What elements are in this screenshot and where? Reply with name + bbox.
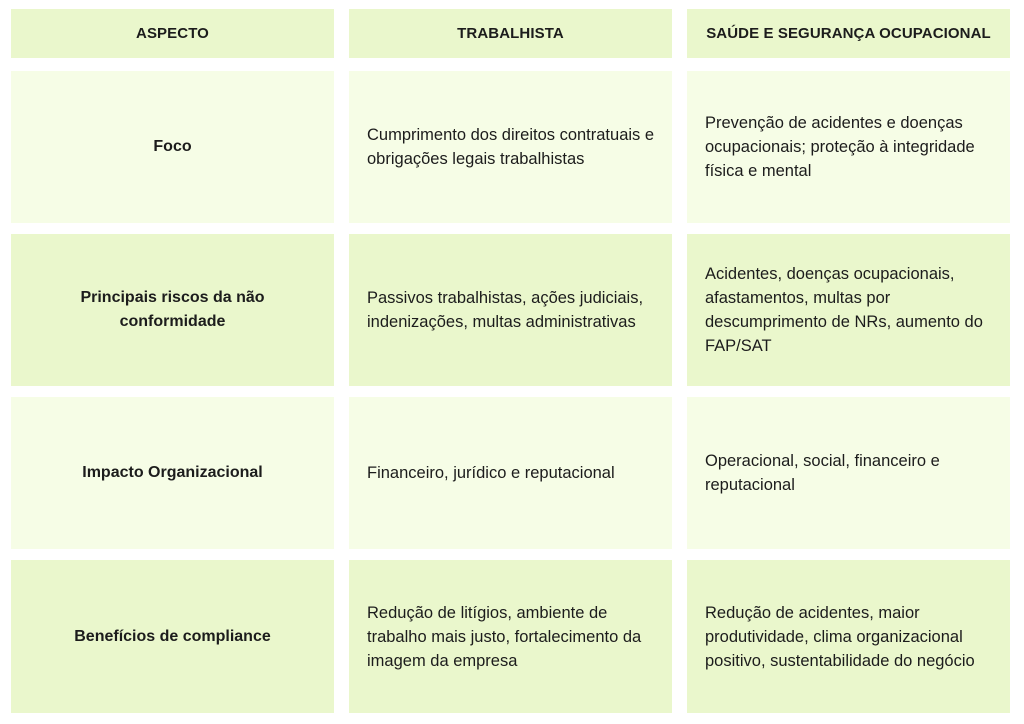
header-sso: [687, 9, 1010, 58]
aspect-label: Foco: [153, 138, 192, 155]
table-cell-sso: [687, 560, 1010, 713]
header-aspecto: [11, 9, 334, 58]
cell-text: Prevenção de acidentes e doenças ocupacionais; proteção à integridade física e mental: [705, 114, 975, 180]
table-cell-aspect: [11, 71, 334, 223]
table-cell-aspect: [11, 397, 334, 549]
aspect-label: Principais riscos da não conformidade: [80, 289, 265, 330]
table-cell-trabalhista: [349, 71, 672, 223]
cell-text: Operacional, social, financeiro e reputacional: [705, 452, 940, 494]
header-label: ASPECTO: [136, 25, 209, 42]
table-cell-trabalhista: [349, 397, 672, 549]
cell-text: Redução de litígios, ambiente de trabalho mais justo, fortalecimento da imagem da empresa: [367, 603, 642, 670]
header-trabalhista: [349, 9, 672, 58]
aspect-label: Benefícios de compliance: [74, 627, 271, 645]
table-cell-aspect: [11, 560, 334, 713]
header-label: SAÚDE E SEGURANÇA OCUPACIONAL: [706, 25, 991, 42]
table-cell-sso: [687, 234, 1010, 386]
table-cell-aspect: [11, 234, 334, 386]
table-cell-sso: [687, 71, 1010, 223]
table-cell-sso: [687, 397, 1010, 549]
table-cell-trabalhista: [349, 560, 672, 713]
header-label: TRABALHISTA: [457, 25, 564, 42]
table-cell-trabalhista: [349, 234, 672, 386]
cell-text: Acidentes, doenças ocupacionais, afastamentos, multas por descumprimento de NRs, aumento do FAP/SAT: [705, 265, 983, 355]
cell-text: Cumprimento dos direitos contratuais e obrigações legais trabalhistas: [367, 126, 655, 168]
cell-text: Financeiro, jurídico e reputacional: [367, 464, 615, 482]
cell-text: Redução de acidentes, maior produtividade, clima organizacional positivo, sustentabilidade do negócio: [705, 603, 975, 670]
cell-text: Passivos trabalhistas, ações judiciais, indenizações, multas administrativas: [367, 289, 644, 331]
aspect-label: Impacto Organizacional: [82, 464, 263, 481]
